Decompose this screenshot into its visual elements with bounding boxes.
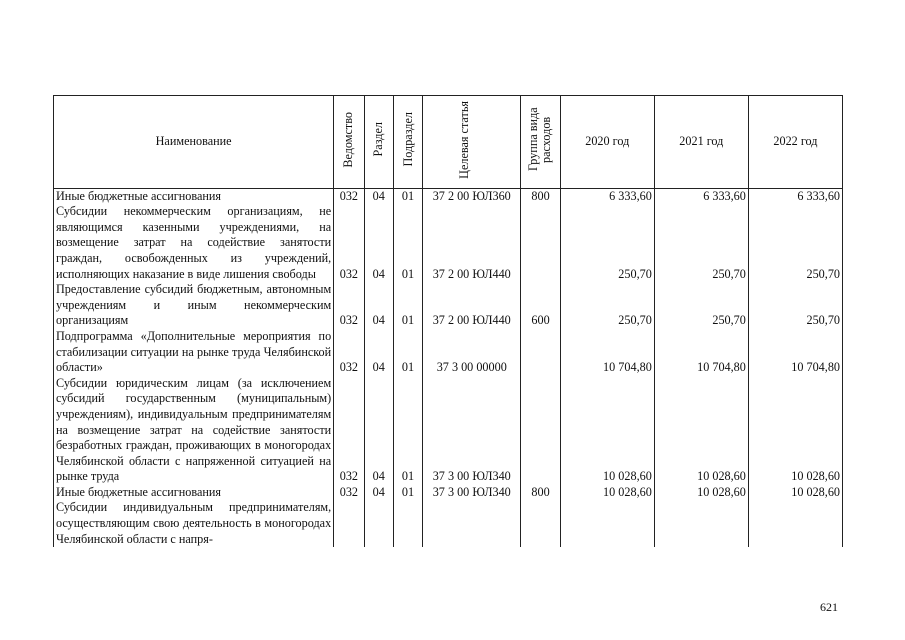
table-row (54, 500, 843, 547)
header-target: Целевая статья (423, 96, 521, 189)
row-2021: 250,70 (654, 204, 748, 282)
budget-table (53, 95, 843, 547)
row-podrazdel: 01 (393, 329, 422, 376)
row-2022: 6 333,60 (748, 188, 842, 204)
row-2021: 6 333,60 (654, 188, 748, 204)
page-number: 621 (820, 600, 838, 614)
row-target: 37 2 00 ЮЛ440 (423, 282, 521, 329)
row-vedomstvo: 032 (334, 485, 364, 501)
row-2022: 10 028,60 (748, 485, 842, 501)
row-razdel (364, 500, 393, 547)
row-razdel: 04 (364, 204, 393, 282)
table-row (54, 485, 843, 501)
row-target: 37 2 00 ЮЛ440 (423, 204, 521, 282)
row-2021: 10 028,60 (654, 485, 748, 501)
header-name: Наименование (54, 96, 334, 189)
row-podrazdel: 01 (393, 282, 422, 329)
row-2022: 10 028,60 (748, 376, 842, 485)
row-group: 800 (521, 188, 560, 204)
row-name: Подпрограмма «Дополнительные мероприятия по стабилизации ситуации на рынке труда Челябинской области» (54, 329, 334, 376)
row-target: 37 3 00 00000 (423, 329, 521, 376)
table-row (54, 329, 843, 376)
row-name: Иные бюджетные ассигнования (54, 188, 334, 204)
row-2022 (748, 500, 842, 547)
row-2021: 10 704,80 (654, 329, 748, 376)
row-vedomstvo: 032 (334, 188, 364, 204)
row-podrazdel: 01 (393, 485, 422, 501)
table-row (54, 376, 843, 485)
row-vedomstvo: 032 (334, 204, 364, 282)
header-podrazdel: Подраздел (393, 96, 422, 189)
row-2022: 250,70 (748, 204, 842, 282)
row-2022: 10 704,80 (748, 329, 842, 376)
header-2021: 2021 год (654, 96, 748, 189)
header-group: Группа вида расходов (521, 96, 560, 189)
row-2021: 10 028,60 (654, 376, 748, 485)
row-razdel: 04 (364, 188, 393, 204)
header-razdel: Раздел (364, 96, 393, 189)
row-2021 (654, 500, 748, 547)
row-name: Предоставление субсидий бюджетным, автономным учреждениям и иным некоммерческим организациям (54, 282, 334, 329)
row-2020: 250,70 (560, 204, 654, 282)
row-razdel: 04 (364, 376, 393, 485)
row-name: Субсидии юридическим лицам (за исключением субсидий государственным (муниципальным) учреждениям), индивидуальным предпринимателям на возмещение затрат на содействие занятости безработных граждан, проживающих в моногородах Челябинской области с напряженной ситуацией на рынке труда (54, 376, 334, 485)
row-2020: 6 333,60 (560, 188, 654, 204)
row-name: Субсидии некоммерческим организациям, не являющимся казенными учреждениями, на возмещение затрат на содействие занятости граждан, освобожденных из учреждений, исполняющих наказание в виде лишения свободы (54, 204, 334, 282)
row-group: 800 (521, 485, 560, 501)
row-vedomstvo: 032 (334, 282, 364, 329)
row-group (521, 376, 560, 485)
row-2022: 250,70 (748, 282, 842, 329)
row-podrazdel: 01 (393, 204, 422, 282)
table-row (54, 282, 843, 329)
row-target: 37 3 00 ЮЛ340 (423, 376, 521, 485)
row-razdel: 04 (364, 485, 393, 501)
row-name: Иные бюджетные ассигнования (54, 485, 334, 501)
row-vedomstvo: 032 (334, 376, 364, 485)
table-row (54, 204, 843, 282)
table-header-row (54, 96, 843, 189)
row-target: 37 2 00 ЮЛ360 (423, 188, 521, 204)
row-vedomstvo (334, 500, 364, 547)
row-vedomstvo: 032 (334, 329, 364, 376)
row-2020: 250,70 (560, 282, 654, 329)
row-2020 (560, 500, 654, 547)
table-row (54, 188, 843, 204)
row-podrazdel (393, 500, 422, 547)
row-razdel: 04 (364, 329, 393, 376)
row-name: Субсидии индивидуальным предпринимателям, осуществляющим свою деятельность в моногородах Челябинской области с напря- (54, 500, 334, 547)
row-podrazdel: 01 (393, 188, 422, 204)
row-podrazdel: 01 (393, 376, 422, 485)
row-group (521, 329, 560, 376)
row-group: 600 (521, 282, 560, 329)
row-2021: 250,70 (654, 282, 748, 329)
row-group (521, 500, 560, 547)
row-2020: 10 704,80 (560, 329, 654, 376)
row-group (521, 204, 560, 282)
row-target: 37 3 00 ЮЛ340 (423, 485, 521, 501)
header-vedomstvo: Ведомство (334, 96, 364, 189)
row-target (423, 500, 521, 547)
row-2020: 10 028,60 (560, 376, 654, 485)
row-razdel: 04 (364, 282, 393, 329)
header-2020: 2020 год (560, 96, 654, 189)
row-2020: 10 028,60 (560, 485, 654, 501)
header-2022: 2022 год (748, 96, 842, 189)
